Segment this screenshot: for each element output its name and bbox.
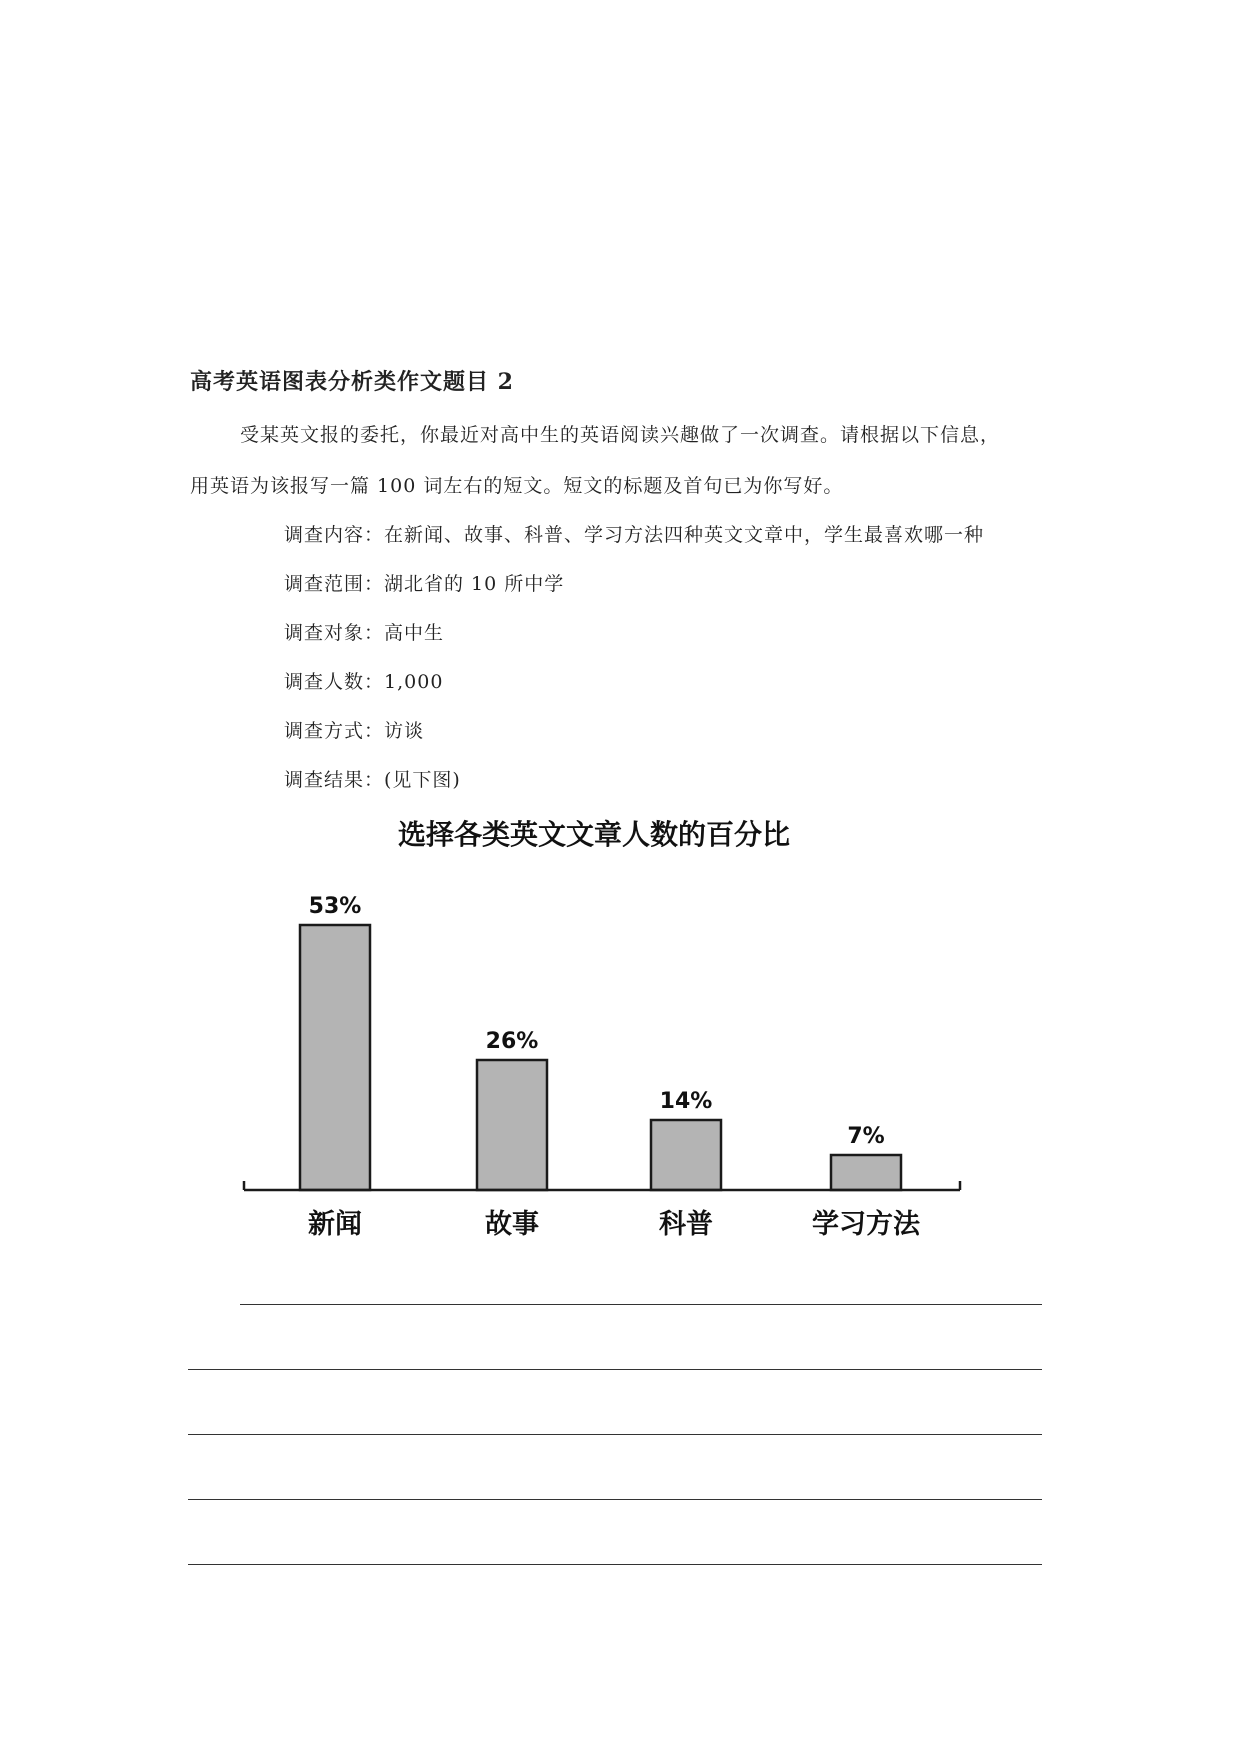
page-title: 高考英语图表分析类作文题目 2 [190,369,514,395]
survey-method-row [284,716,424,743]
survey-label: 调查对象： [284,622,385,644]
category-label: 故事 [485,1209,539,1240]
survey-content-row [284,520,984,547]
chart-title: 选择各类英文文章人数的百分比 [397,818,791,851]
survey-result-row [284,765,461,792]
category-label: 学习方法 [812,1209,920,1240]
bar-2 [477,1060,547,1190]
survey-scope-row [284,569,564,596]
answer-line[interactable] [188,1564,1042,1565]
survey-count-row [284,667,443,694]
answer-line[interactable] [240,1304,1042,1305]
bar-4 [831,1155,901,1190]
bar-3 [651,1120,721,1190]
data-label: 26% [485,1029,539,1054]
data-label: 53% [308,894,362,919]
data-label: 7% [847,1124,885,1149]
intro-paragraph-line1: 受某英文报的委托，你最近对高中生的英语阅读兴趣做了一次调查。请根据以下信息， [240,424,1001,446]
survey-value: 1,000 [384,671,444,693]
category-label: 新闻 [308,1209,362,1240]
survey-value: 访谈 [384,720,425,742]
survey-value: 湖北省的 10 所中学 [384,573,565,595]
intro-paragraph-line2: 用英语为该报写一篇 100 词左右的短文。短文的标题及首句已为你写好。 [190,475,844,497]
survey-label: 调查范围： [284,573,385,595]
survey-subject-row [284,618,444,645]
bar-chart [230,810,970,1260]
answer-line[interactable] [188,1499,1042,1500]
data-label: 14% [659,1089,713,1114]
answer-line[interactable] [188,1434,1042,1435]
survey-label: 调查方式： [284,720,385,742]
survey-value: (见下图) [384,769,461,791]
answer-line[interactable] [188,1369,1042,1370]
category-label: 科普 [659,1209,713,1240]
survey-label: 调查人数： [284,671,385,693]
survey-value: 高中生 [384,622,445,644]
survey-label: 调查结果： [284,769,385,791]
survey-value: 在新闻、故事、科普、学习方法四种英文文章中，学生最喜欢哪一种 [384,524,985,546]
survey-label: 调查内容： [284,524,385,546]
bar-1 [300,925,370,1190]
